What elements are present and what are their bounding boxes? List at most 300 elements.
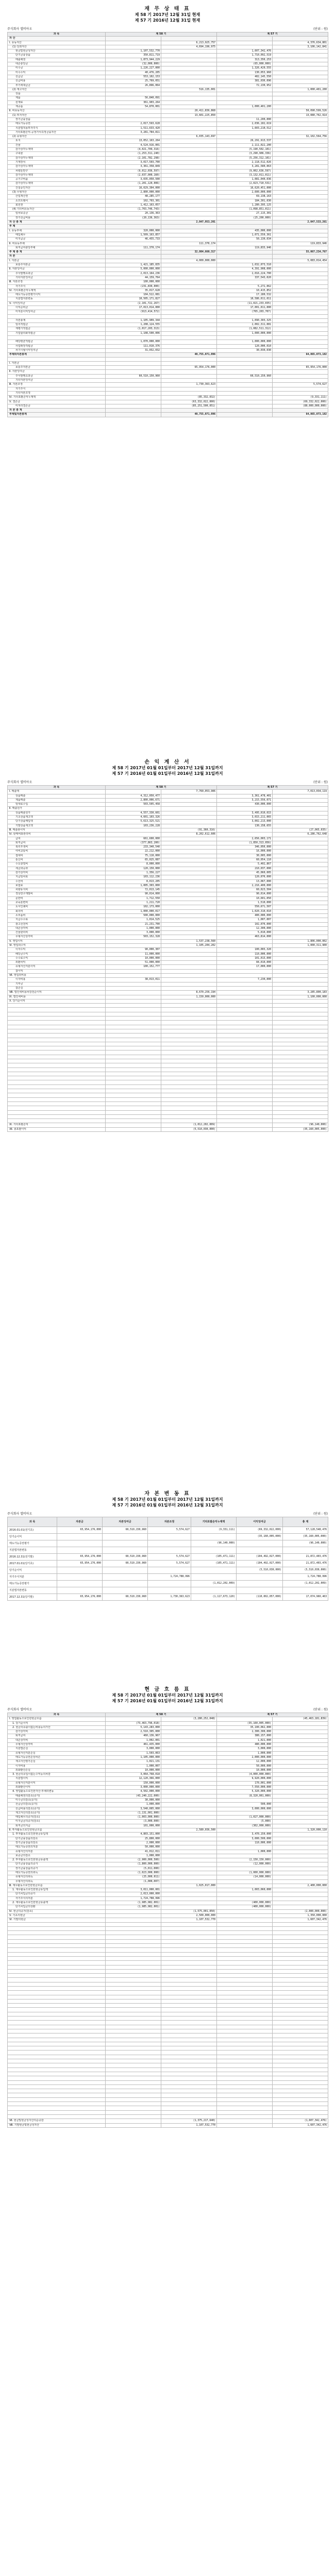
table-row xyxy=(8,1858,328,1862)
table-row xyxy=(8,54,328,58)
amount-cell: 661,600,000 xyxy=(106,837,161,841)
amount-cell xyxy=(106,1008,161,1012)
amount-cell xyxy=(217,1918,273,1922)
table-row xyxy=(8,1033,328,1038)
account-name-cell: 수도광열비 xyxy=(8,862,106,867)
table-row xyxy=(8,173,328,177)
amount-cell xyxy=(106,2021,161,2025)
amount-cell: 102,070,000 xyxy=(217,922,273,926)
equity-item-cell: 2017.01.01(당기초) xyxy=(8,1561,57,1567)
table-row xyxy=(8,1931,328,1935)
amount-cell xyxy=(161,208,217,212)
amount-cell xyxy=(161,255,217,259)
table-row xyxy=(8,2004,328,2008)
table-row xyxy=(8,828,328,832)
account-name-cell xyxy=(8,1956,106,1960)
table-row xyxy=(8,1768,328,1772)
amount-cell xyxy=(161,1905,217,1909)
amount-cell xyxy=(161,854,217,858)
table-row xyxy=(8,1841,328,1845)
amount-cell xyxy=(106,807,161,811)
table-row xyxy=(8,1097,328,1101)
amount-cell xyxy=(273,845,328,850)
account-name-cell: 자 산 총 계 xyxy=(8,221,106,225)
amount-cell xyxy=(273,892,328,896)
amount-cell xyxy=(161,837,217,841)
table-row xyxy=(8,867,328,871)
amount-cell xyxy=(106,1038,161,1042)
amount-cell xyxy=(273,178,328,182)
table-row xyxy=(8,913,328,918)
amount-cell xyxy=(106,404,161,408)
amount-cell xyxy=(161,974,217,978)
table-row xyxy=(8,1059,328,1063)
amount-cell xyxy=(273,1106,328,1110)
amount-cell xyxy=(273,2063,328,2067)
header-cell: 자본금 xyxy=(57,1517,103,1527)
amount-cell: 50,000,000 xyxy=(106,1845,161,1850)
table-row xyxy=(8,1050,328,1055)
amount-cell xyxy=(273,2080,328,2084)
amount-cell xyxy=(161,952,217,956)
amount-cell xyxy=(148,1547,191,1554)
amount-cell xyxy=(161,896,217,901)
amount-cell xyxy=(273,336,328,340)
amount-cell xyxy=(217,2072,273,2076)
amount-cell: 13,601,225,850 xyxy=(161,113,217,117)
amount-cell xyxy=(217,1974,273,1978)
table-row xyxy=(8,1540,328,1547)
cash-flow-section xyxy=(0,1685,335,2128)
table-row xyxy=(8,991,328,995)
amount-cell xyxy=(273,841,328,845)
account-name-cell: Ⅳ. 판매비와관리비 xyxy=(8,833,106,837)
amount-cell xyxy=(273,1931,328,1935)
amount-cell: 103,112,236 xyxy=(106,875,161,879)
amount-cell xyxy=(106,2012,161,2016)
amount-cell xyxy=(191,1547,237,1554)
table-row xyxy=(8,109,328,113)
amount-cell: (35,160,005,000) xyxy=(237,1534,283,1540)
amount-cell: 13,067,000 xyxy=(217,879,273,884)
amount-cell xyxy=(217,1097,273,1101)
amount-cell xyxy=(106,1828,161,1833)
amount-cell: 2,002,311,081 xyxy=(217,323,273,327)
account-name-cell: 산업재산권 xyxy=(8,195,106,199)
table-row xyxy=(8,92,328,96)
amount-cell xyxy=(273,1956,328,1960)
amount-cell xyxy=(273,1896,328,1901)
account-name-cell xyxy=(8,1029,106,1033)
header-cell: 자본잉여금 xyxy=(103,1517,148,1527)
amount-cell: 2,000,000,000 xyxy=(217,1755,273,1759)
amount-cell xyxy=(217,379,273,383)
table-row xyxy=(8,2097,328,2102)
table-row xyxy=(8,323,328,327)
amount-cell xyxy=(273,117,328,122)
amount-cell xyxy=(161,1871,217,1875)
amount-cell xyxy=(273,203,328,207)
amount-cell xyxy=(106,1939,161,1943)
amount-cell xyxy=(161,1820,217,1824)
table-row xyxy=(8,1884,328,1888)
table-row xyxy=(8,2050,328,2055)
account-name-cell: 기타자본조정 xyxy=(8,391,106,395)
amount-cell: 2,400,000,000 xyxy=(273,1884,328,1888)
amount-cell: 500,000,000 xyxy=(106,913,161,918)
amount-cell: 50,090,599,526 xyxy=(273,109,328,113)
amount-cell xyxy=(161,1781,217,1785)
amount-cell xyxy=(161,289,217,293)
amount-cell xyxy=(273,143,328,147)
amount-cell xyxy=(273,2106,328,2110)
table-row xyxy=(8,1008,328,1012)
account-name-cell xyxy=(8,2093,106,2097)
amount-cell xyxy=(106,2038,161,2042)
amount-cell xyxy=(217,2008,273,2012)
table-row xyxy=(8,96,328,100)
amount-cell: 60,054,110 xyxy=(217,858,273,862)
amount-cell: (1,800,000,000) xyxy=(106,1862,161,1867)
amount-cell: 3,000,000 xyxy=(217,1747,273,1751)
table-row xyxy=(8,969,328,973)
amount-cell xyxy=(106,113,161,117)
amount-cell xyxy=(217,1926,273,1930)
cash-flow-title: 현 금 흐 름 표 xyxy=(144,1687,191,1692)
amount-cell xyxy=(161,156,217,160)
amount-cell xyxy=(161,165,217,169)
amount-cell: 60,510,150,960 xyxy=(217,374,273,378)
table-row xyxy=(8,1574,328,1581)
amount-cell xyxy=(161,1867,217,1871)
amount-cell xyxy=(217,250,273,255)
amount-cell xyxy=(106,1012,161,1016)
amount-cell xyxy=(273,1850,328,1854)
amount-cell: 313,350,253 xyxy=(217,58,273,62)
amount-cell xyxy=(273,2050,328,2055)
equity-item-cell: 당기순이익 xyxy=(8,1567,57,1574)
table-row xyxy=(8,884,328,888)
amount-cell xyxy=(273,1892,328,1896)
equity-statement-section xyxy=(0,1489,335,1601)
table-row xyxy=(8,379,328,383)
amount-cell xyxy=(217,1127,273,1131)
amount-cell xyxy=(161,2097,217,2102)
amount-cell: 2,000,000 xyxy=(106,1841,161,1845)
account-name-cell xyxy=(8,1931,106,1935)
amount-cell xyxy=(161,1961,217,1965)
amount-cell: 8,013,205 xyxy=(106,879,161,884)
amount-cell xyxy=(217,1944,273,1948)
amount-cell xyxy=(161,331,217,335)
amount-cell xyxy=(106,225,161,229)
account-name-cell: 수수료수익 xyxy=(8,956,106,960)
table-row xyxy=(8,1850,328,1854)
amount-cell: 2,036,102,619 xyxy=(217,122,273,126)
amount-cell xyxy=(273,289,328,293)
account-name-cell xyxy=(8,1046,106,1050)
amount-cell xyxy=(273,1969,328,1973)
amount-cell: (1,082,511,312) xyxy=(217,327,273,331)
account-name-cell xyxy=(8,2076,106,2080)
table-row xyxy=(8,935,328,939)
amount-cell: (1,985,982,001) xyxy=(106,1901,161,1905)
table-row xyxy=(8,139,328,143)
amount-cell: (65,000,000) xyxy=(217,62,273,66)
amount-cell xyxy=(161,1114,217,1118)
amount-cell xyxy=(161,969,217,973)
table-row xyxy=(8,301,328,306)
amount-cell xyxy=(273,340,328,344)
amount-cell xyxy=(217,1029,273,1033)
amount-cell: 4,376,634,801 xyxy=(273,41,328,45)
amount-cell xyxy=(161,391,217,395)
amount-cell xyxy=(273,1879,328,1884)
table-row xyxy=(8,1743,328,1747)
account-name-cell: 1. 투자활동으로인한현금유입액 xyxy=(8,1833,106,1837)
table-row xyxy=(8,374,328,378)
account-name-cell xyxy=(8,357,106,361)
amount-cell: 1,211,720 xyxy=(106,901,161,905)
amount-cell xyxy=(161,1021,217,1025)
amount-cell: 2,016,224,700 xyxy=(217,272,273,276)
amount-cell xyxy=(161,229,217,233)
account-name-cell: 미수수익 xyxy=(8,71,106,75)
amount-cell xyxy=(191,1574,237,1581)
table-header-row xyxy=(8,1517,328,1527)
amount-cell xyxy=(217,255,273,259)
table-row xyxy=(8,974,328,978)
header-cell: 제 58 기 xyxy=(106,32,217,37)
amount-cell xyxy=(106,2093,161,2097)
amount-cell xyxy=(161,1862,217,1867)
table-row xyxy=(8,1038,328,1042)
amount-cell xyxy=(106,2029,161,2033)
amount-cell xyxy=(273,1845,328,1850)
amount-cell: 101,013,000 xyxy=(217,956,273,960)
account-name-cell: 여비교통비 xyxy=(8,850,106,854)
amount-cell: (105,471,111) xyxy=(191,1561,237,1567)
account-name-cell: 단기금융상품의증가 xyxy=(8,1862,106,1867)
table-row xyxy=(8,100,328,105)
amount-cell xyxy=(273,263,328,267)
amount-cell xyxy=(161,284,217,289)
amount-cell: 1,412,163,057 xyxy=(106,203,161,207)
amount-cell xyxy=(273,54,328,58)
table-row xyxy=(8,62,328,66)
table-row xyxy=(8,1534,328,1540)
account-name-cell: (3) 무형자산 xyxy=(8,190,106,194)
equity-item-cell: 지분법자본변동 xyxy=(8,1547,57,1554)
amount-cell: (1,131,001,000) xyxy=(106,1811,161,1815)
amount-cell: 380,157,000 xyxy=(217,1734,273,1738)
table-row xyxy=(8,413,328,417)
amount-cell: 1,020,310,010 xyxy=(217,909,273,913)
amount-cell: (35,160,005,000) xyxy=(217,1721,273,1725)
table-row xyxy=(8,798,328,802)
table-row xyxy=(8,348,328,352)
table-row xyxy=(8,400,328,404)
account-name-cell xyxy=(8,2033,106,2038)
amount-cell: 26,291,913,537 xyxy=(217,139,273,143)
amount-cell: 1,509,163,857 xyxy=(106,233,161,237)
table-row xyxy=(8,242,328,246)
amount-cell xyxy=(273,1101,328,1106)
amount-cell xyxy=(161,948,217,952)
amount-cell: 5,010,000 xyxy=(217,931,273,935)
account-name-cell: 자본총계 xyxy=(8,318,106,323)
amount-cell xyxy=(273,1029,328,1033)
amount-cell xyxy=(57,1534,103,1540)
amount-cell: 1,081,040,036 xyxy=(217,178,273,182)
amount-cell xyxy=(106,2102,161,2106)
amount-cell xyxy=(217,391,273,395)
amount-cell xyxy=(106,1717,161,1721)
amount-cell: 1,724,788,996 xyxy=(148,1574,191,1581)
table-row xyxy=(8,366,328,370)
amount-cell xyxy=(217,259,273,263)
amount-cell xyxy=(106,1076,161,1080)
amount-cell xyxy=(106,1922,161,1926)
account-name-cell: 원재료 xyxy=(8,100,106,105)
table-row xyxy=(8,1764,328,1768)
account-name-cell: (1) 당좌자산 xyxy=(8,45,106,49)
account-name-cell xyxy=(8,2072,106,2076)
account-name-cell xyxy=(8,2110,106,2114)
amount-cell xyxy=(106,999,161,1003)
table-row xyxy=(8,1939,328,1943)
amount-cell xyxy=(161,1768,217,1772)
amount-cell: 17,013,014,000 xyxy=(106,306,161,310)
amount-cell: (1,000,000,000) xyxy=(217,1871,273,1875)
amount-cell xyxy=(106,2106,161,2110)
amount-cell: 500,000 xyxy=(217,1803,273,1807)
amount-cell: 2,013,164,236 xyxy=(106,272,161,276)
table-row xyxy=(8,314,328,318)
amount-cell: 3,000,000,000 xyxy=(106,1786,161,1790)
table-row xyxy=(8,2067,328,2072)
table-row xyxy=(8,816,328,820)
amount-cell xyxy=(217,41,273,45)
amount-cell xyxy=(161,126,217,130)
amount-cell xyxy=(106,974,161,978)
amount-cell xyxy=(217,280,273,284)
amount-cell xyxy=(103,1534,148,1540)
amount-cell xyxy=(161,1059,217,1063)
amount-cell: (2,900,000,500) xyxy=(106,1858,161,1862)
table-row xyxy=(8,965,328,969)
account-name-cell xyxy=(8,2021,106,2025)
amount-cell xyxy=(273,1794,328,1798)
amount-cell: 3,215,556,071 xyxy=(217,798,273,802)
account-name-cell xyxy=(8,1110,106,1114)
amount-cell xyxy=(273,1858,328,1862)
amount-cell: 170,001,000 xyxy=(217,1781,273,1785)
amount-cell xyxy=(273,280,328,284)
account-name-cell xyxy=(8,1935,106,1939)
table-row xyxy=(8,1046,328,1050)
amount-cell xyxy=(273,1926,328,1930)
amount-cell xyxy=(161,1969,217,1973)
table-row xyxy=(8,2119,328,2123)
amount-cell: 38,013,011 xyxy=(106,978,161,982)
header-cell: 제 57 기 xyxy=(217,1713,328,1717)
table-row xyxy=(8,1110,328,1114)
amount-cell: 320,000,000 xyxy=(106,229,161,233)
amount-cell: 1,280,395,125 xyxy=(217,203,273,207)
amount-cell: 3,470,150,000 xyxy=(217,1833,273,1837)
amount-cell: 1,421,185,835 xyxy=(106,263,161,267)
table-row xyxy=(8,148,328,152)
amount-cell xyxy=(106,1119,161,1123)
amount-cell xyxy=(57,1587,103,1594)
table-row xyxy=(8,1581,328,1587)
amount-cell: (9,002,636,597) xyxy=(217,169,273,173)
amount-cell: 1,000,000,000 xyxy=(217,331,273,335)
amount-cell xyxy=(161,71,217,75)
amount-cell: 10,505,171,827 xyxy=(106,297,161,301)
amount-cell xyxy=(161,344,217,348)
amount-cell: (32,000,000) xyxy=(106,62,161,66)
amount-cell: (63,332,022,000) xyxy=(161,400,217,404)
amount-cell: 435,000,000 xyxy=(217,229,273,233)
table-row xyxy=(8,824,328,828)
amount-cell xyxy=(273,850,328,854)
amount-cell: (1,027,000,000) xyxy=(217,1816,273,1820)
amount-cell xyxy=(161,2008,217,2012)
account-name-cell: 도서인쇄비 xyxy=(8,905,106,909)
account-name-cell xyxy=(8,1050,106,1055)
amount-cell xyxy=(217,1956,273,1960)
amount-cell xyxy=(273,357,328,361)
amount-cell xyxy=(273,379,328,383)
amount-cell: 90,014,000 xyxy=(217,892,273,896)
amount-cell xyxy=(161,117,217,122)
table-row xyxy=(8,1721,328,1725)
amount-cell xyxy=(273,1905,328,1909)
account-name-cell xyxy=(8,1067,106,1072)
amount-cell: (2,150,150,000) xyxy=(217,1858,273,1862)
amount-cell xyxy=(106,41,161,45)
amount-cell xyxy=(217,1879,273,1884)
amount-cell: 9,920,000,000 xyxy=(217,1777,273,1781)
table-row xyxy=(8,1123,328,1127)
account-name-cell: Ⅶ. 현금및현금성자산의순증감 xyxy=(8,2119,106,2123)
table-row xyxy=(8,340,328,344)
amount-cell xyxy=(217,242,273,246)
amount-cell: 402,145,550 xyxy=(217,75,273,79)
account-name-cell: 이자비용 xyxy=(8,1764,106,1768)
amount-cell xyxy=(273,92,328,96)
amount-cell xyxy=(273,2004,328,2008)
amount-cell xyxy=(217,1114,273,1118)
amount-cell xyxy=(161,2059,217,2063)
amount-cell xyxy=(161,807,217,811)
amount-cell xyxy=(106,2119,161,2123)
table-row xyxy=(8,143,328,147)
amount-cell xyxy=(161,1987,217,1991)
account-name-cell: 외화환산이익 xyxy=(8,1786,106,1790)
amount-cell xyxy=(217,1948,273,1952)
table-row xyxy=(8,2055,328,2059)
amount-cell xyxy=(161,2042,217,2046)
amount-cell: 3,035,050,500 xyxy=(106,178,161,182)
amount-cell xyxy=(161,2063,217,2067)
amount-cell: 111,370,174 xyxy=(161,242,217,246)
amount-cell: 1,326,420,555 xyxy=(217,66,273,71)
amount-cell: (1,253,311,240) xyxy=(106,152,161,156)
amount-cell xyxy=(106,995,161,999)
